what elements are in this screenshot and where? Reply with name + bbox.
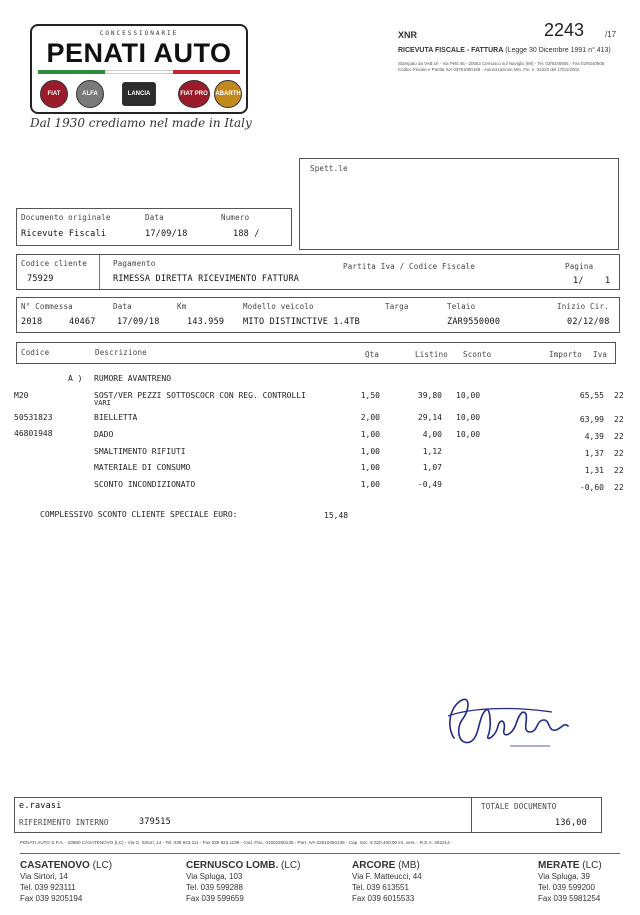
original-doc-label: Documento originale <box>21 213 111 222</box>
document-title-line <box>398 47 611 54</box>
row-amount: 1,37 <box>584 449 604 458</box>
page-value: 1/ <box>573 276 584 286</box>
row-vat: 22 <box>614 483 624 492</box>
payment-label: Pagamento <box>113 259 156 268</box>
first-registration-value: 02/12/08 <box>567 317 610 327</box>
office-province: (LC) <box>92 860 113 871</box>
original-number-label: Numero <box>221 213 250 222</box>
original-date-label: Data <box>145 213 164 222</box>
lancia-brand-icon: LANCIA <box>122 82 156 106</box>
row-qty: 1,00 <box>360 480 380 489</box>
office-city: CASATENOVO <box>20 860 90 871</box>
customer-code-value: 75929 <box>27 274 54 284</box>
office-fax: Fax 039 6015533 <box>352 894 415 903</box>
row-description: SCONTO INCONDIZIONATO <box>94 480 196 489</box>
row-description-continued: VARI <box>94 399 111 407</box>
recipient-box <box>299 158 619 250</box>
first-registration-label: Inizio Cir. <box>557 302 609 311</box>
row-vat: 22 <box>614 391 624 400</box>
chassis-value: ZAR9550000 <box>447 317 501 327</box>
row-vat: 22 <box>614 415 624 424</box>
original-document-box <box>16 208 292 246</box>
table-header <box>16 342 616 364</box>
office-cernusco <box>186 860 300 904</box>
document-year: /17 <box>605 30 617 39</box>
row-discount: 10,00 <box>456 430 481 439</box>
office-city: MERATE <box>538 860 580 871</box>
totals-divider <box>471 798 472 832</box>
office-fax: Fax 039 5981254 <box>538 894 601 903</box>
customer-code-label: Codice cliente <box>21 259 88 268</box>
office-merate <box>538 860 602 904</box>
vat-code-label: Partita Iva / Codice Fiscale <box>343 262 476 271</box>
col-header-amount: Importo <box>549 350 583 359</box>
page-label: Pagina <box>565 262 594 271</box>
chassis-label: Telaio <box>447 302 476 311</box>
col-header-list-price: Listino <box>415 350 449 359</box>
handwritten-signature <box>440 686 580 758</box>
original-doc-value: Ricevute Fiscali <box>21 229 107 239</box>
series-code: XNR <box>398 30 418 40</box>
logo-company-name: PENATI AUTO <box>46 38 232 68</box>
footer-divider <box>20 853 620 854</box>
office-street: Via Sirtori, 14 <box>20 872 68 881</box>
office-province: (LC) <box>582 860 602 871</box>
office-arcore <box>352 860 422 904</box>
total-document-value: 136,00 <box>555 818 587 828</box>
fine-print-line-2: Codice Fiscale e Partita IVA 03791080168 - Autorizzazione Min. Fin. n. 31023 del 17/01/2002 <box>398 67 580 72</box>
row-description: DADO <box>94 430 114 439</box>
document-title: RICEVUTA FISCALE - FATTURA <box>398 47 504 54</box>
office-province: (MB) <box>398 860 420 871</box>
printer-fine-print <box>398 61 620 73</box>
row-code: 46801948 <box>14 429 53 438</box>
office-city: ARCORE <box>352 860 396 871</box>
order-year-value: 2018 <box>21 317 43 327</box>
office-phone: Tel. 039 599288 <box>186 883 243 892</box>
row-qty: 1,00 <box>360 447 380 456</box>
row-description: MATERIALE DI CONSUMO <box>94 463 191 472</box>
operator-name: e.ravasi <box>19 801 62 811</box>
office-province: (LC) <box>281 860 301 871</box>
special-discount-label: COMPLESSIVO SCONTO CLIENTE SPECIALE EURO: <box>40 510 238 519</box>
office-phone: Tel. 039 923111 <box>20 883 76 892</box>
office-street: Via Spluga, 39 <box>538 872 590 881</box>
row-qty: 1,00 <box>360 463 380 472</box>
vehicle-date-value: 17/09/18 <box>117 317 160 327</box>
row-qty: 2,00 <box>360 413 380 422</box>
page-total: 1 <box>605 276 611 286</box>
row-description: SMALTIMENTO RIFIUTI <box>94 447 186 456</box>
section-title: RUMORE AVANTRENO <box>94 374 172 383</box>
office-city: CERNUSCO LOMB. <box>186 860 279 871</box>
office-casatenovo <box>20 860 112 904</box>
special-discount-value: 15,48 <box>324 511 349 520</box>
row-amount: 1,31 <box>584 466 604 475</box>
row-vat: 22 <box>614 466 624 475</box>
row-vat: 22 <box>614 449 624 458</box>
row-code: M20 <box>14 391 29 400</box>
footer-company-line: PENATI AUTO S.P.A. - 23880 CASATENOVO (LC) - Via G. Sirtori, 14 - Tel. 039 923.111 - Fax 039 923.1199 - Cod. Fisc. 01502250135 - Part. IVA 02510450138 - Cap. Soc. € 520.400,00 int. vers. - R.E.A. 282214 <box>20 840 450 845</box>
row-qty: 1,00 <box>360 430 380 439</box>
company-logo <box>30 24 248 114</box>
totals-box <box>14 797 602 833</box>
row-amount: 4,39 <box>584 432 604 441</box>
payment-value: RIMESSA DIRETTA RICEVIMENTO FATTURA <box>113 274 300 284</box>
office-fax: Fax 039 9205194 <box>20 894 83 903</box>
logo-tagline: Dal 1930 crediamo nel made in Italy <box>30 116 252 130</box>
vehicle-model-value: MITO DISTINCTIVE 1.4TB <box>243 317 360 327</box>
row-amount: 63,99 <box>579 415 604 424</box>
row-amount: 65,55 <box>579 391 604 400</box>
customer-box <box>16 254 620 290</box>
col-header-code: Codice <box>21 348 50 357</box>
office-street: Via F. Matteucci, 44 <box>352 872 422 881</box>
vehicle-model-label: Modello veicolo <box>243 302 314 311</box>
internal-ref-value: 379515 <box>139 817 171 827</box>
section-marker: A ) <box>68 374 83 383</box>
row-list-price: 29,14 <box>417 413 442 422</box>
row-list-price: 1,12 <box>422 447 442 456</box>
row-amount: -0,60 <box>579 483 604 492</box>
abarth-brand-icon: ABARTH <box>214 80 242 108</box>
original-date-value: 17/09/18 <box>145 229 188 239</box>
order-number-value: 40467 <box>69 317 96 327</box>
logo-tricolor-stripe <box>38 70 240 74</box>
col-header-discount: Sconto <box>463 350 492 359</box>
document-number: 2243 <box>544 20 585 40</box>
fiat-professional-brand-icon: FIAT PRO <box>178 80 210 108</box>
customer-divider <box>99 255 100 289</box>
row-list-price: 39,80 <box>417 391 442 400</box>
vehicle-date-label: Data <box>113 302 132 311</box>
km-value: 143.959 <box>187 317 225 327</box>
total-document-label: TOTALE DOCUMENTO <box>481 802 557 811</box>
order-number-label: N° Commessa <box>21 302 73 311</box>
office-fax: Fax 039 599659 <box>186 894 244 903</box>
internal-ref-label: RIFERIMENTO INTERNO <box>19 818 109 827</box>
row-qty: 1,50 <box>360 391 380 400</box>
col-header-description: Descrizione <box>95 348 147 357</box>
row-list-price: -0,49 <box>417 480 442 489</box>
row-vat: 22 <box>614 432 624 441</box>
office-phone: Tel. 039 599200 <box>538 883 595 892</box>
km-label: Km <box>177 302 187 311</box>
plate-label: Targa <box>385 302 409 311</box>
row-description: BIELLETTA <box>94 413 138 422</box>
row-code: 50531823 <box>14 413 53 422</box>
document-law: (Legge 30 Dicembre 1991 n° 413) <box>505 47 611 54</box>
row-discount: 10,00 <box>456 413 481 422</box>
office-street: Via Spluga, 103 <box>186 872 243 881</box>
alfa-romeo-brand-icon: ALFA <box>76 80 104 108</box>
row-discount: 10,00 <box>456 391 481 400</box>
col-header-vat: Iva <box>593 350 608 359</box>
original-number-value: 188 / <box>233 229 260 239</box>
col-header-qty: Qta <box>365 350 380 359</box>
row-list-price: 1,07 <box>422 463 442 472</box>
row-list-price: 4,00 <box>422 430 442 439</box>
fiat-brand-icon: FIAT <box>40 80 68 108</box>
office-phone: Tel. 039 613551 <box>352 883 409 892</box>
row-description: SOST/VER PEZZI SOTTOSCOCR CON REG. CONTROLLI <box>94 391 306 400</box>
logo-concessionaire-text: CONCESSIONARIE <box>99 30 179 37</box>
vehicle-box <box>16 297 620 333</box>
fine-print-line-1: Stampato da VAB srl - Via Petit 46 - 20063 Cernusco sul Naviglio (MI) - Tel. 02/9240505 - Fax 02/9240506 <box>398 61 605 66</box>
recipient-label: Spett.le <box>310 164 348 173</box>
